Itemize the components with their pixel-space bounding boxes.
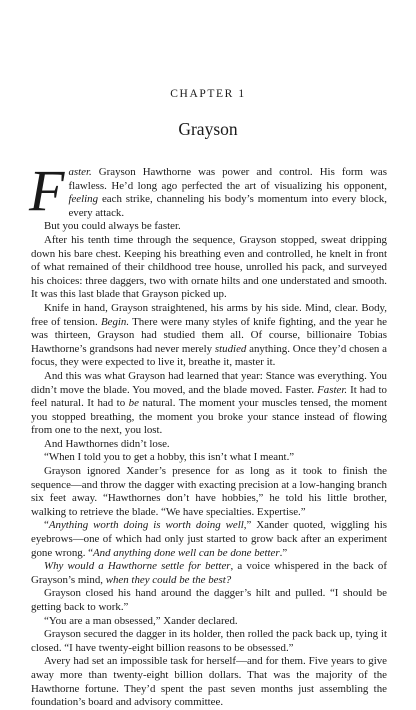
paragraph: [31, 519, 387, 560]
text-span: be: [128, 397, 139, 410]
text-span: Anything worth doing is worth doing well: [48, 519, 244, 532]
paragraph: [31, 655, 387, 709]
drop-cap: F: [29, 158, 65, 223]
paragraph: [31, 628, 387, 655]
text-span: aster.: [68, 166, 92, 178]
text-span: Why would a Hawthorne settle for better: [44, 560, 231, 573]
text-span: feeling: [68, 193, 99, 206]
paragraph: [31, 302, 387, 370]
text-span: And anything done well can be done better: [93, 546, 280, 559]
text-span: , a voice whispered in the back of Grayson’s mind,: [31, 560, 387, 586]
text-span: There were many styles of knife fighting, and the year he was thirteen, Grayson had studied them all. Of course, billionaire Tobias Hawthorne’s grandsons had never merely: [31, 315, 387, 355]
text-span: natural. The moment your muscles tensed, the moment you stopped breathing, the moment you broke your stance instead of flowing from one to the next, you lost.: [31, 397, 387, 437]
text-span: Faster.: [317, 383, 348, 396]
text-span: And this was what Grayson had learned that year: Stance was everything. You didn’t move the blade. You moved, and the blade moved. Faster.: [31, 369, 387, 396]
text-span: And Hawthornes didn’t lose.: [44, 437, 170, 450]
text-span: when they could be the best?: [105, 573, 232, 586]
text-span: Grayson secured the dagger in its holder, then rolled the pack back up, tying it closed. “I have twenty-eight billion reasons to be obsessed.”: [31, 628, 387, 654]
paragraph: [29, 158, 387, 223]
text-span: Grayson closed his hand around the dagger’s hilt and pulled. “I should be getting back to work.”: [31, 587, 387, 613]
paragraph: [31, 615, 387, 629]
chapter-title: Grayson: [178, 119, 238, 139]
text-span: Grayson ignored Xander’s presence for as long as it took to finish the sequence—and throw the dagger with exacting precision at a low-hanging branch six feet away. “Hawthornes don’t have hobbies,” he told his little brother, walking to retrieve the blade. “We have specialties. Expertise.”: [31, 465, 387, 518]
paragraph: [31, 451, 387, 465]
text-span: Grayson Hawthorne was power and control. His form was flawless. He’d long ago perfected the art of visualizing his opponent,: [68, 166, 387, 192]
paragraph: [31, 438, 387, 452]
chapter-body: [29, 158, 387, 710]
text-span: Knife in hand, Grayson straightened, his arms by his side. Mind, clear. Body, free of tension.: [31, 301, 387, 328]
paragraph: [31, 234, 387, 302]
text-span: “: [44, 519, 49, 532]
text-span: studied: [214, 342, 247, 355]
text-span: each strike, channeling his body’s momentum into every block, every attack.: [68, 193, 387, 219]
paragraph: [31, 465, 387, 519]
text-span: Begin.: [100, 315, 130, 328]
text-span: .”: [279, 546, 288, 559]
text-span: It had to feel natural. It had to: [31, 383, 387, 410]
text-span: But you could always be faster.: [44, 220, 181, 233]
paragraph: [31, 560, 387, 587]
text-span: “When I told you to get a hobby, this isn’t what I meant.”: [44, 451, 295, 464]
text-span: Avery had set an impossible task for herself—and for them. Five years to give away more than twenty-eight billion dollars. That was the majority of the Hawthorne fortune. They’d spent the past seven months just assembling the foundation’s board and advisory committee.: [31, 655, 387, 709]
paragraph: [31, 220, 387, 234]
text-span: anything. Once they’d chosen a focus, they were expected to live it, breathe it, master it.: [31, 342, 387, 369]
chapter-number: CHAPTER 1: [170, 88, 246, 100]
text-span: “You are a man obsessed,” Xander declared.: [44, 614, 238, 627]
paragraph: [31, 587, 387, 614]
text-span: After his tenth time through the sequence, Grayson stopped, sweat dripping down his bare chest. Keeping his breathing even and controlled, he knelt in front of what remained of their childhood tree house, unrolled his pack, and surveyed his choices: three daggers, two with ornate hilts and one understated and smooth. It was this last blade that Grayson picked up.: [31, 233, 387, 301]
paragraph: [31, 370, 387, 438]
text-span: ,” Xander quoted, wiggling his eyebrows—one of which had only just started to grow back after an experiment gone wrong. “: [31, 519, 387, 559]
